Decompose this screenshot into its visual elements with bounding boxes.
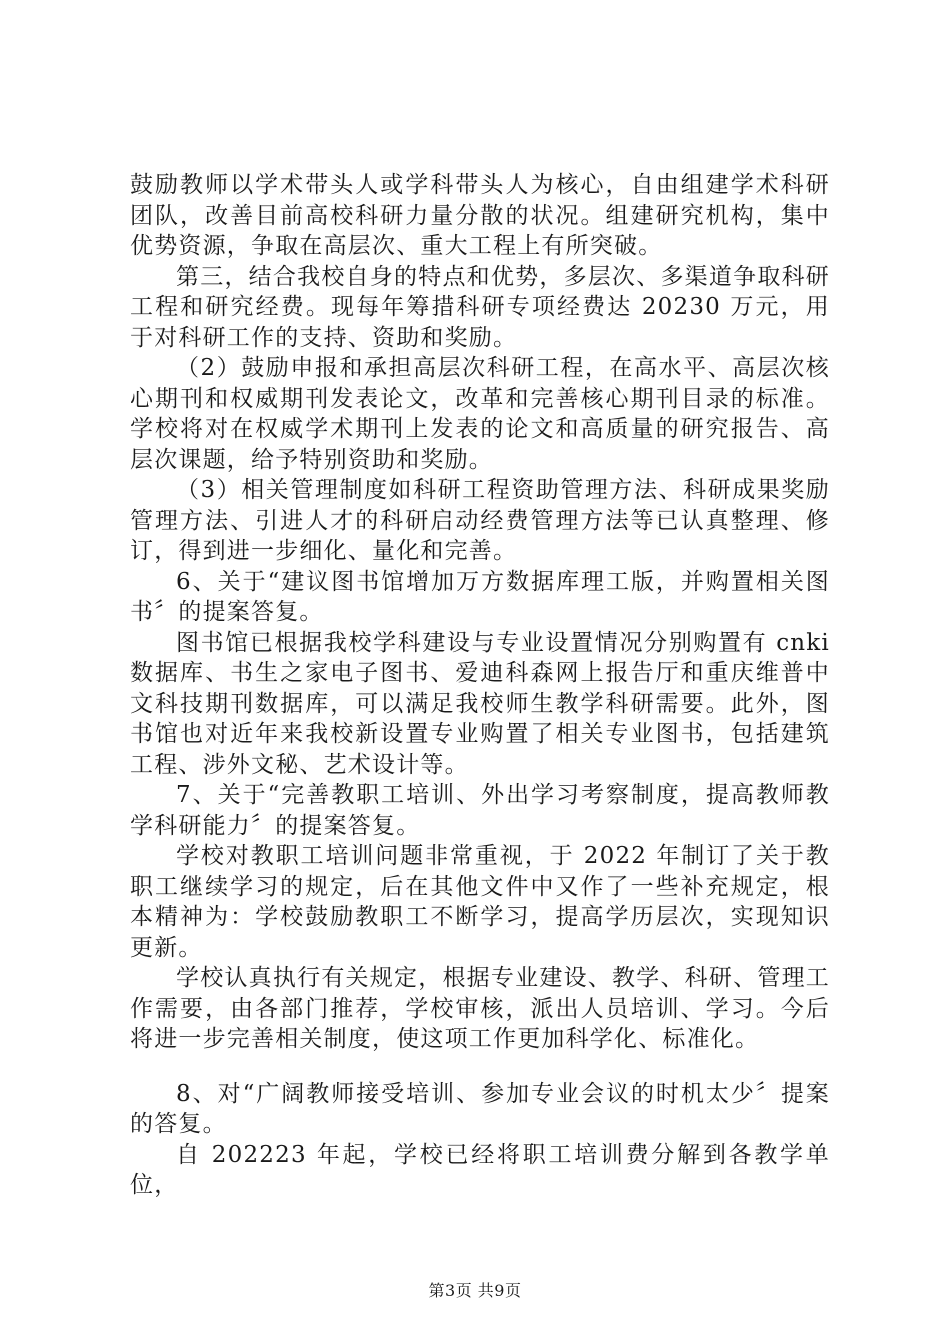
- heading-proposal-7: 7、关于“完善教职工培训、外出学习考察制度，提高教师教学科研能力〞的提案答复。: [130, 782, 830, 839]
- paragraph-training-execution: 学校认真执行有关规定，根据专业建设、教学、科研、管理工作需要，由各部门推荐，学校审核，派出人员培训、学习。今后将进一步完善相关制度，使这项工作更加科学化、标准化。: [130, 965, 830, 1052]
- heading-proposal-6: 6、关于“建议图书馆增加万方数据库理工版，并购置相关图书〞的提案答复。: [130, 568, 830, 625]
- document-body: [130, 170, 830, 1201]
- paragraph-library-databases: 图书馆已根据我校学科建设与专业设置情况分别购置有 cnki 数据库、书生之家电子图书、爱迪科森网上报告厅和重庆维普中文科技期刊数据库，可以满足我校师生教学科研需要。此外，图书馆也对近年来我校新设置专业购置了相关专业图书，包括建筑工程、涉外文秘、艺术设计等。: [130, 629, 830, 778]
- paragraph-third-funding: 第三，结合我校自身的特点和优势，多层次、多渠道争取科研工程和研究经费。现每年筹措科研专项经费达 20230 万元，用于对科研工作的支持、资助和奖励。: [130, 263, 830, 351]
- paragraph-staff-training-rules: 学校对教职工培训问题非常重视，于 2022 年制订了关于教职工继续学习的规定，后在其他文件中又作了一些补充规定，根本精神为：学校鼓励教职工不断学习，提高学历层次，实现知识更新。: [130, 843, 830, 961]
- paragraph-training-budget: 自 202223 年起，学校已经将职工培训费分解到各教学单位，: [130, 1141, 830, 1198]
- paragraph-item-2-high-level-research: （2）鼓励申报和承担高层次科研工程，在高水平、高层次核心期刊和权威期刊发表论文，改革和完善核心期刊目录的标准。学校将对在权威学术期刊上发表的论文和高质量的研究报告、高层次课题，给予特别资助和奖励。: [130, 355, 830, 473]
- heading-proposal-8: 8、对“广阔教师接受培训、参加专业会议的时机太少〞提案的答复。: [130, 1080, 830, 1137]
- paragraph-item-3-management-rules: （3）相关管理制度如科研工程资助管理方法、科研成果奖励管理方法、引进人才的科研启动经费管理方法等已认真整理、修订，得到进一步细化、量化和完善。: [130, 477, 830, 564]
- page-number-footer: 第3页 共9页: [428, 1281, 522, 1300]
- paragraph-research-teams: 鼓励教师以学术带头人或学科带头人为核心，自由组建学术科研团队，改善目前高校科研力量分散的状况。组建研究机构，集中优势资源，争取在高层次、重大工程上有所突破。: [130, 172, 830, 259]
